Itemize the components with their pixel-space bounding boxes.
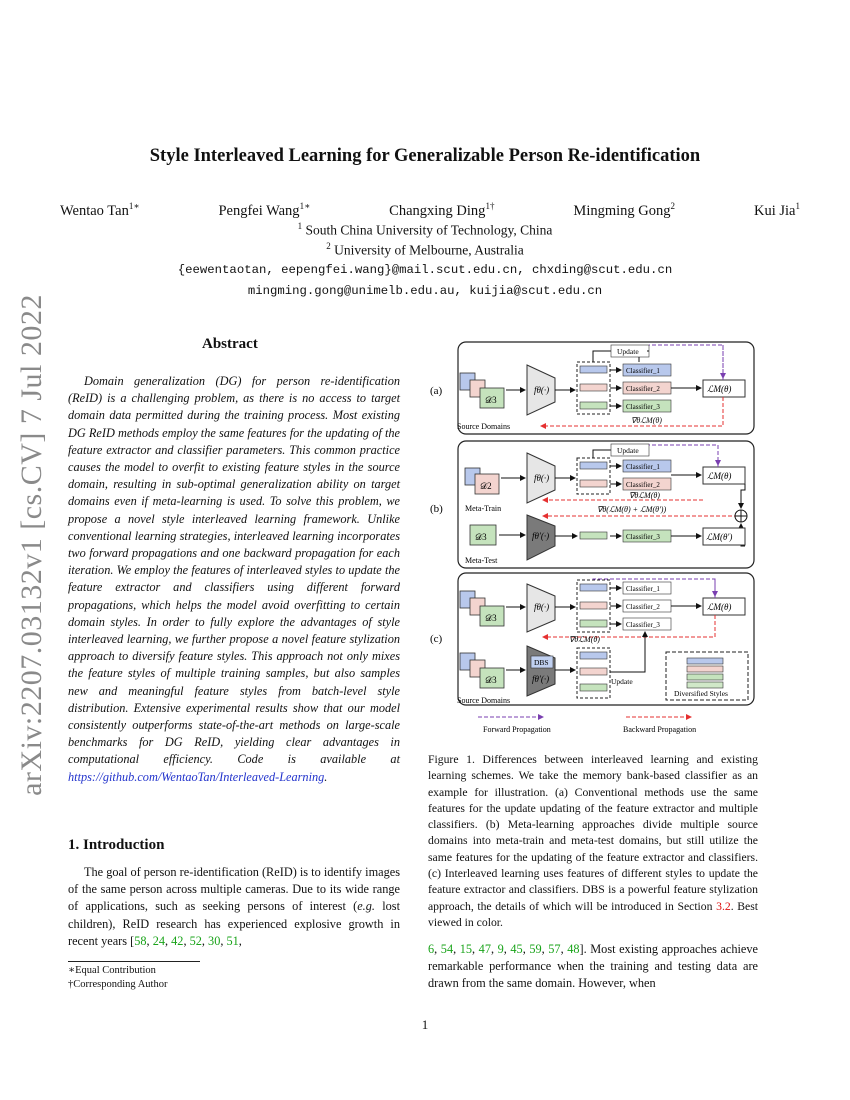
legend-backward: Backward Propagation: [623, 725, 697, 734]
gradient-sum-label: ∇θ(ℒM(θ) + ℒM(θ′)): [597, 505, 667, 514]
classifier-label: Classifier_1: [626, 367, 660, 375]
email-line: mingming.gong@unimelb.edu.au, kuijia@scut.edu.cn: [247, 284, 603, 298]
domain-label: 𝒟2: [480, 481, 492, 491]
panel-label: (c): [430, 633, 443, 645]
feature-extractor: fθ(·): [534, 385, 550, 395]
citation[interactable]: 57: [548, 942, 561, 956]
section-heading: 1. Introduction: [68, 837, 165, 853]
abstract-heading: Abstract: [202, 336, 258, 352]
domain-label: 𝒟3: [485, 395, 497, 405]
dbs-label: DBS: [534, 658, 549, 667]
footnote: †Corresponding Author: [68, 979, 168, 990]
loss-label: ℒM(θ): [707, 384, 732, 394]
gradient-label: ∇θℒM(θ): [629, 491, 660, 500]
classifier-label: Classifier_2: [626, 385, 660, 393]
author-list: [60, 201, 800, 220]
gradient-label: ∇θℒM(θ): [569, 635, 600, 644]
affiliation: $^2$ University of Melbourne, Australia: [326, 241, 524, 258]
classifier-label: Classifier_1: [626, 585, 660, 593]
citation[interactable]: 51: [226, 933, 239, 948]
page-number: 1: [421, 1017, 429, 1032]
panel-label: (a): [430, 385, 443, 397]
arxiv-watermark: arXiv:2207.03132v1 [cs.CV] 7 Jul 2022: [15, 294, 48, 796]
code-link[interactable]: https://github.com/WentaoTan/Interleaved-Learning: [68, 769, 325, 784]
section-reference[interactable]: 3.2: [716, 899, 731, 913]
diversified-styles-label: Diversified Styles: [674, 689, 728, 698]
citation[interactable]: 45: [510, 942, 523, 956]
footnote-rule: [68, 961, 200, 962]
loss-label: ℒM(θ): [707, 602, 732, 612]
citation[interactable]: 30: [208, 933, 221, 948]
classifier-label: Classifier_3: [626, 533, 660, 541]
meta-train-label: Meta-Train: [465, 504, 502, 513]
citation[interactable]: 52: [189, 933, 202, 948]
feature-extractor: fθ(·): [534, 602, 550, 612]
footnotes: [68, 964, 167, 992]
paper-title: Style Interleaved Learning for Generalizable Person Re-identification: [149, 146, 701, 166]
classifier-label: Classifier_3: [626, 403, 660, 411]
author: Wentao Tan$^{1∗}$: [60, 201, 140, 219]
legend-forward: Forward Propagation: [483, 725, 551, 734]
author: Changxing Ding$^{1\dagger}$: [389, 201, 495, 219]
update-label: Update: [611, 677, 633, 686]
loss-label: ℒM(θ′): [706, 532, 733, 542]
figure-caption: Figure 1. Differences between interleaved learning and existing learning schemes. We take the memory bank-based classifier as an example for illustration. (a) Conventional methods use the same features for the update updating of the feature extractor and multiple classifiers. (b) Meta-learning approaches divide multiple source domains into meta-train and meta-test domains, but still utilize the same features for the updating of the feature extractor and classifiers. (c) Interleaved learning uses features of different styles to update the feature extractor and classifiers. DBS is a powerful feature stylization approach, the details of which will be introduced in Section 3.2. Best viewed in color.: [428, 753, 758, 929]
citation[interactable]: 58: [134, 933, 147, 948]
feature-extractor: fθ′(·): [532, 531, 550, 541]
domain-label: 𝒟3: [475, 532, 487, 542]
citation[interactable]: 24: [152, 933, 165, 948]
classifier-label: Classifier_2: [626, 603, 660, 611]
citation[interactable]: 48: [567, 942, 580, 956]
source-domains-label: Source Domains: [457, 422, 511, 431]
citation[interactable]: 59: [529, 942, 542, 956]
panel-label: (b): [430, 503, 443, 515]
right-column-body: 6, 54, 15, 47, 9, 45, 59, 57, 48]. Most existing approaches achieve remarkable performance when the training and testing data are drawn from the same domain. However, when: [428, 942, 758, 991]
abstract-body: Domain generalization (DG) for person re-identification (ReID) is a challenging problem, as there is no access to target domain data permitted during the training process. Most existing DG ReID methods employ the same features for the updating of the feature extractor and classifier parameters. This common practice causes the model to overfit to existing feature styles in the source domain, resulting in sub-optimal generalization ability on target domains even if meta-learning is used. To solve this problem, we propose a novel style interleaved learning framework. Unlike conventional learning strategies, interleaved learning incorporates two forward propagations and one backward propagation for each iteration. We employ the features of interleaved styles to update the feature extractor and classifiers using different forward propagations, which helps the model avoid overfitting to certain domain styles. In order to fully explore the advantages of style interleaved learning, we further propose a novel feature stylization approach to diversify feature styles. This approach not only mixes the feature styles of multiple training samples, but also samples new and meaningful feature styles from batch-level style distribution. Extensive experimental results show that our model consistently outperforms state-of-the-art methods on large-scale benchmarks for DG ReID, yielding clear advantages in computational efficiency. Code is available at https://github.com/WentaoTan/Interleaved-Learning.: [68, 374, 400, 784]
footnote: ∗Equal Contribution: [68, 965, 156, 976]
classifier-label: Classifier_1: [626, 463, 660, 471]
email-line: {eewentaotan, eepengfei.wang}@mail.scut.edu.cn, chxding@scut.edu.cn: [177, 263, 673, 277]
citation[interactable]: 42: [171, 933, 184, 948]
source-domains-label: Source Domains: [457, 696, 511, 705]
domain-label: 𝒟3: [485, 613, 497, 623]
gradient-label: ∇θℒM(θ): [631, 416, 662, 425]
update-label: Update: [617, 446, 639, 455]
meta-test-label: Meta-Test: [465, 556, 498, 565]
author: Mingming Gong$^2$: [573, 201, 675, 219]
update-label: Update: [617, 347, 639, 356]
classifier-label: Classifier_2: [626, 481, 660, 489]
citation[interactable]: 15: [459, 942, 473, 956]
citation[interactable]: 9: [497, 942, 504, 956]
loss-label: ℒM(θ): [707, 471, 732, 481]
feature-extractor: fθ′(·): [532, 674, 550, 684]
citation[interactable]: 47: [478, 942, 491, 956]
citation[interactable]: 6: [428, 942, 435, 956]
figure-1-diagram: [430, 340, 755, 740]
domain-label: 𝒟3: [485, 675, 497, 685]
author: Kui Jia$^1$: [753, 201, 800, 219]
intro-body: The goal of person re-identification (ReID) is to identify images of the same person across multiple cameras. Due to its wide range of applications, such as seeking persons of interest (e.g. lost children), ReID research has experienced explosive growth in recent years [58, 24, 42, 52, 30, 51,: [68, 865, 401, 948]
feature-extractor: fθ(·): [534, 473, 550, 483]
affiliation: $^1$ South China University of Technology, China: [297, 221, 553, 238]
author: Pengfei Wang$^{1∗}$: [218, 201, 311, 219]
citation[interactable]: 54: [440, 942, 454, 956]
classifier-label: Classifier_3: [626, 621, 660, 629]
